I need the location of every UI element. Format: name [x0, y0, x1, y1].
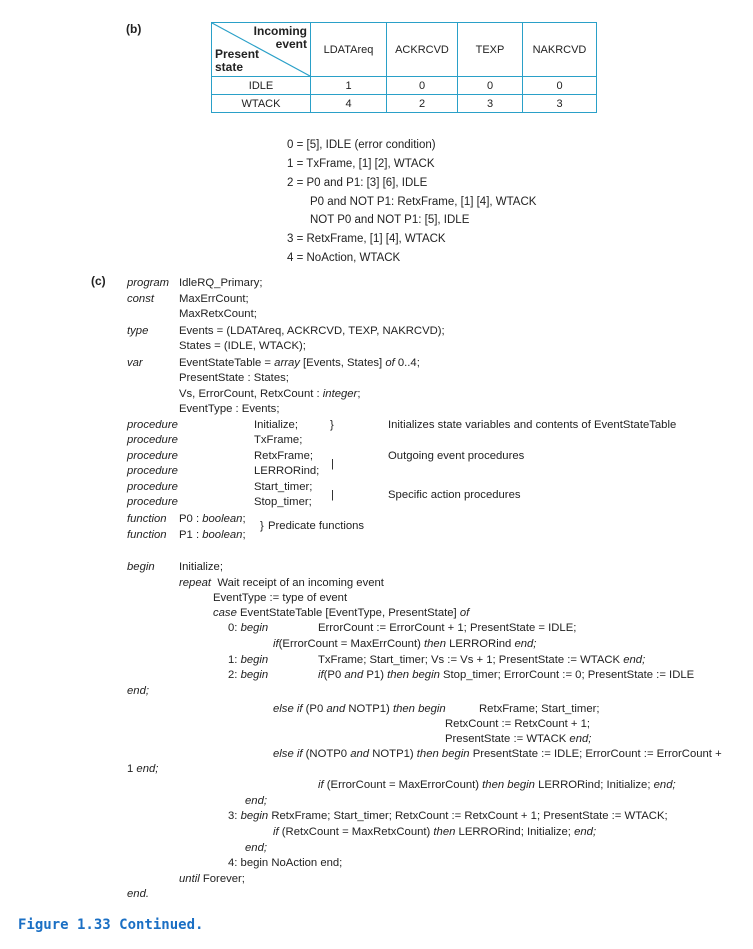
code-text: RetxCount := RetxCount + 1;	[445, 718, 591, 730]
column-header: TEXP	[458, 23, 523, 77]
table-cell: 3	[458, 95, 523, 113]
section-label-b: (b)	[126, 22, 142, 36]
keyword: procedure	[127, 419, 178, 431]
code-text: EventType := type of event	[213, 592, 348, 604]
code-text: end.	[127, 888, 149, 900]
brace-mark: |	[331, 458, 334, 470]
brace-mark: |	[331, 489, 334, 501]
code-text: IdleRQ_Primary;	[179, 277, 263, 289]
keyword: procedure	[127, 481, 178, 493]
code-text: EventType : Events;	[179, 403, 280, 415]
code-text: Stop_timer;	[254, 496, 312, 508]
code-text: MaxRetxCount;	[179, 308, 257, 320]
code-text: P0 : boolean;	[179, 513, 246, 525]
code-line: 3: begin RetxFrame; Start_timer; RetxCount := RetxCount + 1; PresentState := WTACK;	[228, 810, 668, 822]
code-text: Start_timer;	[254, 481, 313, 493]
code-text: Initialize;	[254, 419, 298, 431]
keyword: begin	[127, 561, 155, 573]
code-text: MaxErrCount;	[179, 293, 249, 305]
code-line: case EventStateTable [EventType, PresentState] of	[213, 607, 470, 619]
code-text: EventStateTable = array [Events, States] of 0..4;	[179, 357, 420, 369]
figure-caption: Figure 1.33 Continued.	[18, 917, 204, 933]
code-line: until Forever;	[179, 873, 245, 885]
table-corner-header	[212, 23, 311, 77]
keyword: procedure	[127, 434, 178, 446]
code-line: if(ErrorCount = MaxErrCount) then LERRORind end;	[273, 638, 537, 650]
legend-line: 4 = NoAction, WTACK	[287, 252, 401, 264]
table-row	[212, 95, 597, 113]
code-line: repeat Wait receipt of an incoming event	[179, 577, 384, 589]
legend-line: NOT P0 and NOT P1: [5], IDLE	[310, 214, 470, 226]
code-line: if(P0 and P1) then begin Stop_timer; ErrorCount := 0; PresentState := IDLE	[318, 669, 695, 681]
keyword: function	[127, 513, 167, 525]
code-text: States = (IDLE, WTACK);	[179, 340, 306, 352]
code-text: PresentState : States;	[179, 372, 289, 384]
column-header: ACKRCVD	[387, 23, 458, 77]
column-header: NAKRCVD	[523, 23, 597, 77]
code-line: 2: begin	[228, 669, 269, 681]
code-text: ErrorCount := ErrorCount + 1; PresentState = IDLE;	[318, 622, 577, 634]
code-line: else if (NOTP0 and NOTP1) then begin PresentState := IDLE; ErrorCount := ErrorCount +	[273, 748, 722, 760]
code-text: TxFrame;	[254, 434, 303, 446]
keyword: procedure	[127, 496, 178, 508]
state-event-table	[211, 22, 597, 113]
legend-line: 1 = TxFrame, [1] [2], WTACK	[287, 158, 435, 170]
keyword: procedure	[127, 465, 178, 477]
table-cell: 0	[387, 77, 458, 95]
table-cell: 1	[311, 77, 387, 95]
code-line: 1 end;	[127, 763, 159, 775]
code-text: LERRORind;	[254, 465, 320, 477]
code-text: Vs, ErrorCount, RetxCount : integer;	[179, 388, 361, 400]
present-state-label: Present state	[215, 47, 260, 74]
code-text: Initialize;	[179, 561, 223, 573]
table-cell: 3	[523, 95, 597, 113]
keyword: type	[127, 325, 149, 337]
keyword: program	[127, 277, 170, 289]
legend-line: 2 = P0 and P1: [3] [6], IDLE	[287, 177, 428, 189]
code-text: RetxFrame;	[254, 450, 314, 462]
code-text: end;	[127, 685, 149, 697]
section-label-c: (c)	[91, 274, 106, 288]
table-cell: 4	[311, 95, 387, 113]
brace-mark: }	[330, 419, 334, 431]
keyword: const	[127, 293, 155, 305]
legend-line: P0 and NOT P1: RetxFrame, [1] [4], WTACK	[310, 196, 537, 208]
code-line: PresentState := WTACK end;	[445, 733, 592, 745]
code-line: if (ErrorCount = MaxErrorCount) then begin LERRORind; Initialize; end;	[318, 779, 676, 791]
column-header: LDATAreq	[311, 23, 387, 77]
code-line: 0: begin	[228, 622, 269, 634]
table-cell: 0	[458, 77, 523, 95]
code-text: P1 : boolean;	[179, 529, 246, 541]
row-state: WTACK	[212, 95, 311, 113]
note-predicate: Predicate functions	[268, 520, 365, 532]
table-cell: 2	[387, 95, 458, 113]
brace-mark: }	[260, 520, 264, 532]
incoming-event-label: Incoming event	[253, 24, 307, 51]
table-row	[212, 77, 597, 95]
code-text: end;	[245, 842, 267, 854]
keyword: var	[127, 357, 143, 369]
table-cell: 0	[523, 77, 597, 95]
legend-line: 0 = [5], IDLE (error condition)	[287, 139, 436, 151]
code-text: 4: begin NoAction end;	[228, 857, 343, 869]
code-line: TxFrame; Start_timer; Vs := Vs + 1; PresentState := WTACK end;	[318, 654, 646, 666]
note-initialize: Initializes state variables and contents of EventStateTable	[388, 419, 677, 431]
keyword: function	[127, 529, 167, 541]
code-text: Events = (LDATAreq, ACKRCVD, TEXP, NAKRCVD);	[179, 325, 445, 337]
code-line: if (RetxCount = MaxRetxCount) then LERRORind; Initialize; end;	[273, 826, 597, 838]
legend-line: 3 = RetxFrame, [1] [4], WTACK	[287, 233, 446, 245]
code-text: RetxFrame; Start_timer;	[479, 703, 600, 715]
code-line: 1: begin	[228, 654, 269, 666]
keyword: procedure	[127, 450, 178, 462]
row-state: IDLE	[212, 77, 311, 95]
code-line: else if (P0 and NOTP1) then begin	[273, 703, 446, 715]
code-text: end;	[245, 795, 267, 807]
note-outgoing: Outgoing event procedures	[388, 450, 525, 462]
note-specific: Specific action procedures	[388, 489, 521, 501]
